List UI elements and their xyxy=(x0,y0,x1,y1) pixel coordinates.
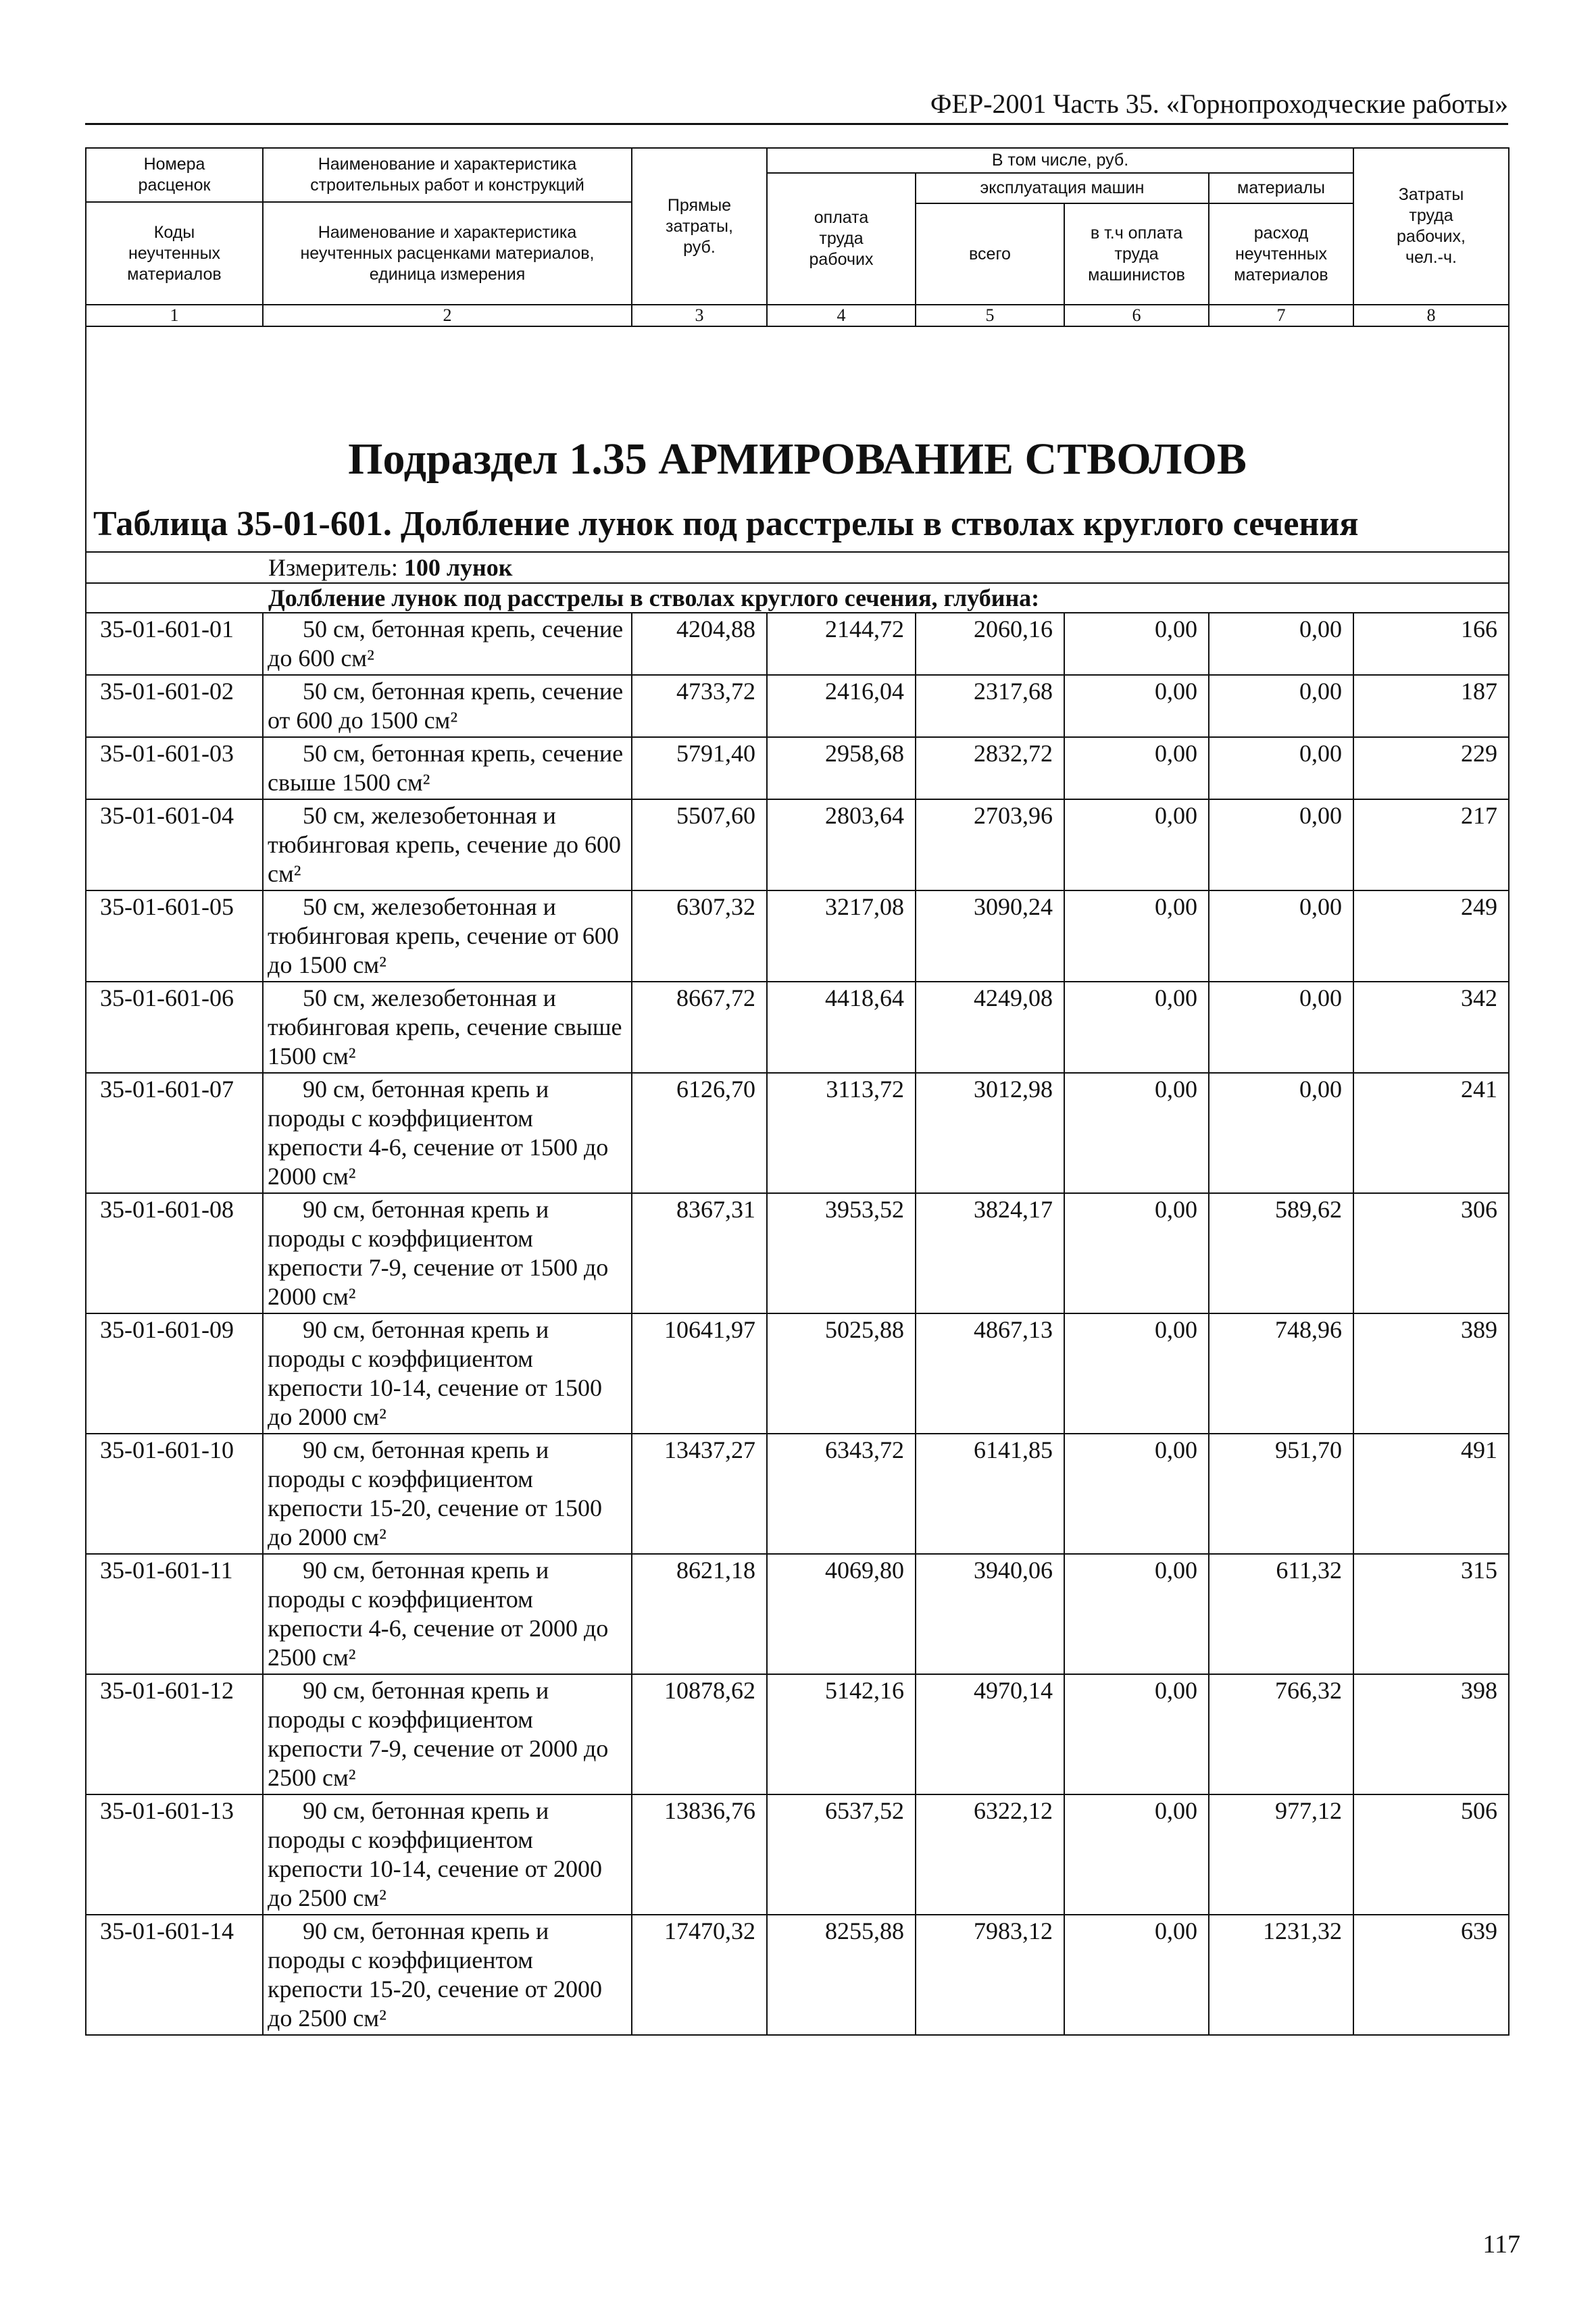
header-machine-ops: эксплуатация машин xyxy=(916,173,1209,203)
machine-labor-value: 0,00 xyxy=(1064,1915,1209,2035)
machine-total-value: 2060,16 xyxy=(916,613,1064,675)
description-line: 90 см, бетонная крепь и xyxy=(303,1316,549,1343)
materials-value: 0,00 xyxy=(1209,799,1353,890)
direct-costs-value: 6126,70 xyxy=(632,1073,767,1193)
description-line: породы с коэффициентом xyxy=(268,1946,533,1973)
header-names xyxy=(263,148,632,305)
description-line: 90 см, бетонная крепь и xyxy=(303,1557,549,1584)
machine-labor-value: 0,00 xyxy=(1064,1794,1209,1915)
direct-costs-value: 8367,31 xyxy=(632,1193,767,1313)
description-line: породы с коэффициентом xyxy=(268,1345,533,1372)
table-row xyxy=(86,1794,1509,1915)
labor-hours-value: 229 xyxy=(1353,737,1509,799)
materials-value: 748,96 xyxy=(1209,1313,1353,1434)
machine-total-value: 2832,72 xyxy=(916,737,1064,799)
header-materials-use xyxy=(1209,203,1353,305)
machine-labor-value: 0,00 xyxy=(1064,890,1209,982)
labor-hours-value: 306 xyxy=(1353,1193,1509,1313)
rate-code: 35-01-601-05 xyxy=(86,890,263,982)
rate-description xyxy=(263,799,632,890)
labor-pay-value: 6343,72 xyxy=(767,1434,916,1554)
labor-pay-value: 6537,52 xyxy=(767,1794,916,1915)
rate-description xyxy=(263,613,632,675)
labor-pay-value: 2416,04 xyxy=(767,675,916,737)
direct-costs-value: 10878,62 xyxy=(632,1674,767,1794)
labor-hours-value: 342 xyxy=(1353,982,1509,1073)
rate-code: 35-01-601-03 xyxy=(86,737,263,799)
description-line: свыше 1500 см² xyxy=(268,769,430,796)
description-line: крепости 7-9, сечение от 2000 до xyxy=(268,1735,609,1762)
column-number: 4 xyxy=(767,305,916,326)
direct-costs-value: 13437,27 xyxy=(632,1434,767,1554)
materials-value: 589,62 xyxy=(1209,1193,1353,1313)
description-line: крепости 15-20, сечение от 2000 xyxy=(268,1976,602,2003)
description-line: породы с коэффициентом xyxy=(268,1225,533,1252)
table-row xyxy=(86,1674,1509,1794)
labor-hours-value: 187 xyxy=(1353,675,1509,737)
header-rule xyxy=(85,123,1508,125)
description-line: 90 см, бетонная крепь и xyxy=(303,1677,549,1704)
labor-hours-value: 217 xyxy=(1353,799,1509,890)
meter-cell xyxy=(263,552,1509,583)
machine-total-value: 6141,85 xyxy=(916,1434,1064,1554)
header-labor-hours-text: Затраты труда рабочих, чел.-ч. xyxy=(1397,185,1466,267)
table-row xyxy=(86,1554,1509,1674)
description-line: породы с коэффициентом xyxy=(268,1586,533,1613)
description-line: крепости 4-6, сечение от 2000 до xyxy=(268,1615,609,1642)
description-line: 90 см, бетонная крепь и xyxy=(303,1436,549,1463)
rates-table xyxy=(85,147,1510,2036)
rate-code: 35-01-601-06 xyxy=(86,982,263,1073)
materials-value: 977,12 xyxy=(1209,1794,1353,1915)
direct-costs-value: 17470,32 xyxy=(632,1915,767,2035)
table-title: Таблица 35-01-601. Долбление лунок под расстрелы в стволах круглого сечения xyxy=(86,504,1509,552)
header-codes: Коды неучтенных материалов xyxy=(86,201,262,304)
rate-code: 35-01-601-12 xyxy=(86,1674,263,1794)
description-line: тюбинговая крепь, сечение от 600 xyxy=(268,922,619,949)
header-machine-labor-text: в т.ч оплата труда машинистов xyxy=(1088,223,1185,284)
labor-hours-value: 249 xyxy=(1353,890,1509,982)
description-line: крепости 10-14, сечение от 2000 xyxy=(268,1855,602,1882)
materials-value: 951,70 xyxy=(1209,1434,1353,1554)
description-line: см² xyxy=(268,860,301,887)
rate-description xyxy=(263,1674,632,1794)
machine-labor-value: 0,00 xyxy=(1064,1313,1209,1434)
header-name-works: Наименование и характеристика строительных работ и конструкций xyxy=(310,155,584,195)
direct-costs-value: 4204,88 xyxy=(632,613,767,675)
column-number: 8 xyxy=(1353,305,1509,326)
table-row xyxy=(86,799,1509,890)
table-row xyxy=(86,1434,1509,1554)
machine-total-value: 3012,98 xyxy=(916,1073,1064,1193)
machine-total-value: 4970,14 xyxy=(916,1674,1064,1794)
labor-pay-value: 2958,68 xyxy=(767,737,916,799)
rate-code: 35-01-601-07 xyxy=(86,1073,263,1193)
header-direct-costs-text: Прямые затраты, руб. xyxy=(666,195,733,257)
labor-hours-value: 398 xyxy=(1353,1674,1509,1794)
section-cell xyxy=(86,326,1509,504)
rate-description xyxy=(263,1313,632,1434)
meter-label: Измеритель: xyxy=(268,554,404,581)
description-line: крепости 15-20, сечение от 1500 xyxy=(268,1494,602,1521)
table-row xyxy=(86,890,1509,982)
description-line: породы с коэффициентом xyxy=(268,1706,533,1733)
materials-value: 0,00 xyxy=(1209,1073,1353,1193)
materials-value: 1231,32 xyxy=(1209,1915,1353,2035)
direct-costs-value: 5507,60 xyxy=(632,799,767,890)
description-line: 50 см, железобетонная и xyxy=(303,984,556,1011)
table-row xyxy=(86,1073,1509,1193)
table-row xyxy=(86,1915,1509,2035)
materials-value: 0,00 xyxy=(1209,613,1353,675)
rate-description xyxy=(263,890,632,982)
header-labor-hours xyxy=(1353,148,1509,305)
header-numbers: Номера расценок xyxy=(138,155,211,195)
machine-total-value: 2317,68 xyxy=(916,675,1064,737)
machine-total-value: 4867,13 xyxy=(916,1313,1064,1434)
labor-pay-value: 3113,72 xyxy=(767,1073,916,1193)
machine-labor-value: 0,00 xyxy=(1064,1073,1209,1193)
meter-blank-cell xyxy=(86,552,263,583)
description-line: 90 см, бетонная крепь и xyxy=(303,1076,549,1103)
rates-body xyxy=(86,613,1509,2035)
header-materials-use-text: расход неучтенных материалов xyxy=(1234,223,1328,284)
labor-pay-value: 3953,52 xyxy=(767,1193,916,1313)
machine-labor-value: 0,00 xyxy=(1064,799,1209,890)
header-name-materials: Наименование и характеристика неучтенных расценками материалов, единица измерения xyxy=(264,201,631,304)
machine-total-value: 6322,12 xyxy=(916,1794,1064,1915)
rate-code: 35-01-601-08 xyxy=(86,1193,263,1313)
column-numbers-row xyxy=(86,305,1509,326)
header-numbers-codes xyxy=(86,148,263,305)
rate-code: 35-01-601-10 xyxy=(86,1434,263,1554)
labor-pay-value: 2144,72 xyxy=(767,613,916,675)
column-number: 6 xyxy=(1064,305,1209,326)
description-line: 50 см, бетонная крепь, сечение xyxy=(303,615,624,643)
rate-description xyxy=(263,1915,632,2035)
description-line: тюбинговая крепь, сечение до 600 xyxy=(268,831,621,858)
header-including: В том числе, руб. xyxy=(767,148,1353,173)
machine-labor-value: 0,00 xyxy=(1064,1554,1209,1674)
labor-hours-value: 166 xyxy=(1353,613,1509,675)
rate-code: 35-01-601-09 xyxy=(86,1313,263,1434)
group-title: Долбление лунок под расстрелы в стволах круглого сечения, глубина: xyxy=(263,583,1509,613)
description-line: до 1500 см² xyxy=(268,951,386,978)
rate-description xyxy=(263,1434,632,1554)
rate-description xyxy=(263,1794,632,1915)
machine-labor-value: 0,00 xyxy=(1064,982,1209,1073)
machine-labor-value: 0,00 xyxy=(1064,737,1209,799)
header-direct-costs xyxy=(632,148,767,305)
materials-value: 0,00 xyxy=(1209,982,1353,1073)
rate-code: 35-01-601-11 xyxy=(86,1554,263,1674)
rate-code: 35-01-601-02 xyxy=(86,675,263,737)
materials-value: 0,00 xyxy=(1209,737,1353,799)
description-line: крепости 7-9, сечение от 1500 до xyxy=(268,1254,609,1281)
labor-pay-value: 5025,88 xyxy=(767,1313,916,1434)
description-line: до 2500 см² xyxy=(268,1884,386,1911)
materials-value: 0,00 xyxy=(1209,890,1353,982)
description-line: 50 см, бетонная крепь, сечение xyxy=(303,740,624,767)
table-row xyxy=(86,1193,1509,1313)
header-machine-labor xyxy=(1064,203,1209,305)
meter-value: 100 лунок xyxy=(403,554,513,581)
table-row xyxy=(86,675,1509,737)
direct-costs-value: 13836,76 xyxy=(632,1794,767,1915)
description-line: крепости 4-6, сечение от 1500 до xyxy=(268,1134,609,1161)
labor-pay-value: 4418,64 xyxy=(767,982,916,1073)
description-line: породы с коэффициентом xyxy=(268,1465,533,1492)
labor-pay-value: 5142,16 xyxy=(767,1674,916,1794)
machine-total-value: 2703,96 xyxy=(916,799,1064,890)
labor-hours-value: 315 xyxy=(1353,1554,1509,1674)
description-line: от 600 до 1500 см² xyxy=(268,707,458,734)
description-line: 90 см, бетонная крепь и xyxy=(303,1196,549,1223)
column-number: 3 xyxy=(632,305,767,326)
description-line: 50 см, бетонная крепь, сечение xyxy=(303,678,624,705)
machine-labor-value: 0,00 xyxy=(1064,675,1209,737)
description-line: 2000 см² xyxy=(268,1163,356,1190)
labor-pay-value: 4069,80 xyxy=(767,1554,916,1674)
machine-total-value: 7983,12 xyxy=(916,1915,1064,2035)
machine-labor-value: 0,00 xyxy=(1064,613,1209,675)
description-line: 50 см, железобетонная и xyxy=(303,802,556,829)
description-line: до 600 см² xyxy=(268,645,374,672)
rate-description xyxy=(263,1554,632,1674)
section-row xyxy=(86,326,1509,504)
header-labor-pay-text: оплата труда рабочих xyxy=(809,208,874,269)
column-number: 2 xyxy=(263,305,632,326)
page-number: 117 xyxy=(1482,2230,1520,2259)
header-materials: материалы xyxy=(1209,173,1353,203)
labor-hours-value: 241 xyxy=(1353,1073,1509,1193)
machine-total-value: 3940,06 xyxy=(916,1554,1064,1674)
description-line: крепости 10-14, сечение от 1500 xyxy=(268,1374,602,1401)
machine-labor-value: 0,00 xyxy=(1064,1434,1209,1554)
meter-row xyxy=(86,552,1509,583)
machine-total-value: 3824,17 xyxy=(916,1193,1064,1313)
table-row xyxy=(86,1313,1509,1434)
table-row xyxy=(86,613,1509,675)
description-line: 2000 см² xyxy=(268,1283,356,1310)
rate-description xyxy=(263,982,632,1073)
direct-costs-value: 8621,18 xyxy=(632,1554,767,1674)
description-line: 50 см, железобетонная и xyxy=(303,893,556,920)
rate-description xyxy=(263,1193,632,1313)
group-row xyxy=(86,583,1509,613)
column-number: 5 xyxy=(916,305,1064,326)
header-row-1 xyxy=(86,148,1509,173)
labor-hours-value: 506 xyxy=(1353,1794,1509,1915)
description-line: до 2000 см² xyxy=(268,1403,386,1430)
machine-total-value: 3090,24 xyxy=(916,890,1064,982)
description-line: до 2500 см² xyxy=(268,2005,386,2032)
description-line: породы с коэффициентом xyxy=(268,1105,533,1132)
description-line: тюбинговая крепь, сечение свыше xyxy=(268,1013,622,1040)
rate-code: 35-01-601-04 xyxy=(86,799,263,890)
description-line: до 2000 см² xyxy=(268,1524,386,1551)
direct-costs-value: 8667,72 xyxy=(632,982,767,1073)
section-title: Подраздел 1.35 АРМИРОВАНИЕ СТВОЛОВ xyxy=(348,434,1247,484)
description-line: 2500 см² xyxy=(268,1644,356,1671)
header-labor-pay xyxy=(767,173,916,305)
running-header: ФЕР-2001 Часть 35. «Горнопроходческие работы» xyxy=(930,89,1508,119)
description-line: 1500 см² xyxy=(268,1042,356,1070)
rate-code: 35-01-601-01 xyxy=(86,613,263,675)
materials-value: 611,32 xyxy=(1209,1554,1353,1674)
materials-value: 766,32 xyxy=(1209,1674,1353,1794)
direct-costs-value: 5791,40 xyxy=(632,737,767,799)
description-line: 90 см, бетонная крепь и xyxy=(303,1917,549,1944)
rate-description xyxy=(263,675,632,737)
description-line: 90 см, бетонная крепь и xyxy=(303,1797,549,1824)
labor-pay-value: 8255,88 xyxy=(767,1915,916,2035)
rate-code: 35-01-601-13 xyxy=(86,1794,263,1915)
table-title-row xyxy=(86,504,1509,552)
direct-costs-value: 10641,97 xyxy=(632,1313,767,1434)
labor-hours-value: 491 xyxy=(1353,1434,1509,1554)
labor-pay-value: 2803,64 xyxy=(767,799,916,890)
direct-costs-value: 4733,72 xyxy=(632,675,767,737)
header-machine-total: всего xyxy=(916,203,1064,305)
column-number: 7 xyxy=(1209,305,1353,326)
group-blank-cell xyxy=(86,583,263,613)
direct-costs-value: 6307,32 xyxy=(632,890,767,982)
table-row xyxy=(86,982,1509,1073)
machine-labor-value: 0,00 xyxy=(1064,1193,1209,1313)
description-line: породы с коэффициентом xyxy=(268,1826,533,1853)
description-line: 2500 см² xyxy=(268,1764,356,1791)
machine-labor-value: 0,00 xyxy=(1064,1674,1209,1794)
labor-hours-value: 389 xyxy=(1353,1313,1509,1434)
rate-description xyxy=(263,1073,632,1193)
machine-total-value: 4249,08 xyxy=(916,982,1064,1073)
column-number: 1 xyxy=(86,305,263,326)
table-row xyxy=(86,737,1509,799)
rate-code: 35-01-601-14 xyxy=(86,1915,263,2035)
labor-hours-value: 639 xyxy=(1353,1915,1509,2035)
rate-description xyxy=(263,737,632,799)
labor-pay-value: 3217,08 xyxy=(767,890,916,982)
materials-value: 0,00 xyxy=(1209,675,1353,737)
